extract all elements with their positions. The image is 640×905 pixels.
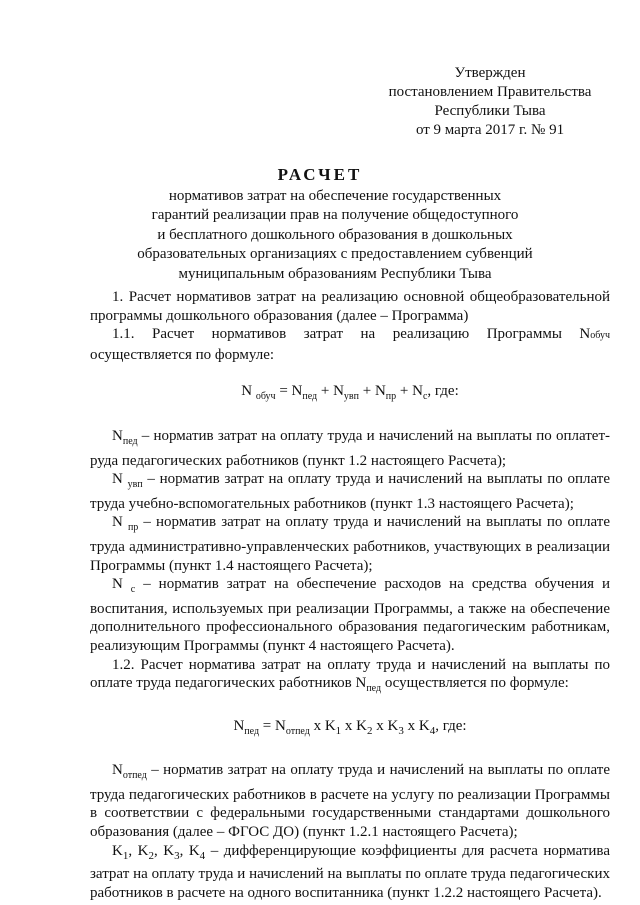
formula-2-tail: , где: [435, 717, 467, 734]
definition-symbol: , K [153, 842, 175, 859]
definition-coefficients [90, 842, 610, 903]
definition-n-pr [90, 513, 610, 575]
definition-symbol: N [112, 514, 128, 531]
definition-text: – норматив затрат на оплату труда и начислений на выплаты по оплатет-руда педагогических работников (пункт 1.2 настоящего Расчета); [90, 427, 610, 469]
definition-symbol: , K [128, 842, 149, 859]
paragraph-1-1-tail: осуществляется по формуле: [90, 346, 275, 363]
formula-2-term: N [233, 717, 245, 734]
formula-1-term: + N [317, 383, 344, 400]
subtitle-line-4: образовательных организациях с предоставлением субвенций [137, 246, 533, 263]
definition-n-s [90, 575, 610, 655]
definition-symbol: N [112, 471, 128, 488]
formula-1-sub: увп [343, 391, 359, 403]
approval-line-2: постановлением Правительства [388, 84, 592, 100]
approval-line-3: Республики Тыва [434, 103, 546, 119]
definition-text: – дифференцирующие коэффициенты для расчета норматива затрат на оплату труда и начислений на выплаты по оплате труда педагогических работников в расчете на одного воспитанника (пункт 1.2.2 настоящего Расчета). [90, 842, 610, 901]
definition-subscript: пед [122, 435, 138, 447]
definition-text: – норматив затрат на обеспечение расходов на средства обучения и воспитания, используемых при реализации Программы, а также на обеспечение дополнительного профессионального образования педагогическим работникам, реализующим Программы (пункт 4 настоящего Расчета). [90, 576, 610, 654]
approval-line-4: от 9 марта 2017 г. № 91 [415, 122, 565, 138]
definition-symbol: K [112, 842, 123, 859]
formula-1 [90, 382, 610, 407]
formula-2-sub: 4 [429, 724, 436, 737]
formula-1-sub: пед [302, 391, 318, 403]
formula-2 [90, 717, 610, 742]
formula-2-term: x K [372, 717, 399, 734]
definition-subscript: пр [127, 522, 139, 534]
definition-subscript: с [130, 584, 136, 596]
definition-subscript: 2 [148, 849, 154, 862]
definition-subscript: 4 [199, 849, 206, 862]
definition-subscript: 1 [122, 849, 129, 862]
paragraph-1-2-subscript: пед [366, 683, 382, 695]
definition-subscript: 3 [174, 849, 180, 862]
definition-symbol: N [112, 576, 131, 593]
paragraph-1-2-text: 1.2. Расчет норматива затрат на оплату труда и начислений на выплаты по оплате труда педагогических работников N [90, 656, 610, 692]
definition-subscript: отпед [122, 770, 147, 782]
formula-1-sub: пр [385, 391, 397, 403]
formula-2-term: = N [259, 717, 286, 734]
paragraph-1: 1. Расчет нормативов затрат на реализацию основной общеобразовательной программы дошкольного образования (далее – Программа) [90, 289, 610, 324]
subtitle-line-2: гарантий реализации прав на получение общедоступного [151, 207, 519, 224]
paragraph-1-2-tail: осуществляется по формуле: [381, 675, 569, 692]
approval-line-1: Утвержден [454, 65, 526, 81]
formula-1-term: + N [358, 383, 386, 400]
definition-text: – норматив затрат на оплату труда и начислений на выплаты по оплате труда учебно-вспомогательных работников (пункт 1.3 настоящего Расчета); [90, 471, 610, 512]
paragraph-1-1-text: 1.1. Расчет нормативов затрат на реализацию Программы N [112, 326, 591, 343]
definition-n-uvp [90, 470, 610, 513]
subtitle-line-1: нормативов затрат на обеспечение государственных [168, 188, 502, 204]
formula-1-sub: с [422, 391, 428, 403]
paragraph-1-1-subscript: обуч [590, 330, 610, 342]
formula-2-sub: 2 [367, 724, 373, 737]
subtitle-line-3: и бесплатного дошкольного образования в дошкольных [157, 226, 513, 243]
formula-2-term: x K [403, 717, 430, 734]
definition-text: – норматив затрат на оплату труда и начислений на выплаты по оплате труда педагогических работников в расчете на услугу по реализации Программы в соответствии с федеральными государственными стандартами дошкольного образования (далее – ФГОС ДО) (пункт 1.2.1 настоящего Расчета); [90, 762, 610, 841]
paragraph-1-1 [90, 325, 610, 364]
formula-2-sub: 1 [335, 724, 342, 737]
formula-2-term: x K [341, 717, 367, 734]
approval-block [375, 64, 605, 140]
subtitle-line-5: муниципальным образованиям Республики Тыва [178, 265, 492, 282]
formula-2-sub: 3 [398, 724, 404, 737]
document-subtitle [120, 187, 550, 284]
formula-2-sub: пед [244, 725, 260, 737]
formula-1-term: + N [396, 383, 423, 400]
document-body [90, 288, 610, 902]
definition-n-otped [90, 761, 610, 841]
definition-symbol: , K [179, 842, 200, 859]
definition-text: – норматив затрат на оплату труда и начислений на выплаты по оплате труда административно-управленческих работников, участвующих в реализации Программы (пункт 1.4 настоящего Расчета); [90, 514, 610, 574]
formula-1-term: N [241, 383, 256, 400]
document-title: РАСЧЕТ [277, 165, 363, 184]
formula-2-sub: отпед [285, 725, 310, 737]
definition-symbol: N [112, 762, 123, 779]
definition-subscript: увп [127, 479, 143, 491]
formula-1-term: = N [275, 383, 303, 400]
definition-symbol: N [112, 427, 123, 444]
formula-1-sub: обуч [255, 391, 276, 403]
paragraph-1-2 [90, 656, 610, 699]
definition-n-ped [90, 427, 610, 470]
formula-1-tail: , где: [427, 383, 459, 400]
formula-2-term: x K [309, 717, 336, 734]
